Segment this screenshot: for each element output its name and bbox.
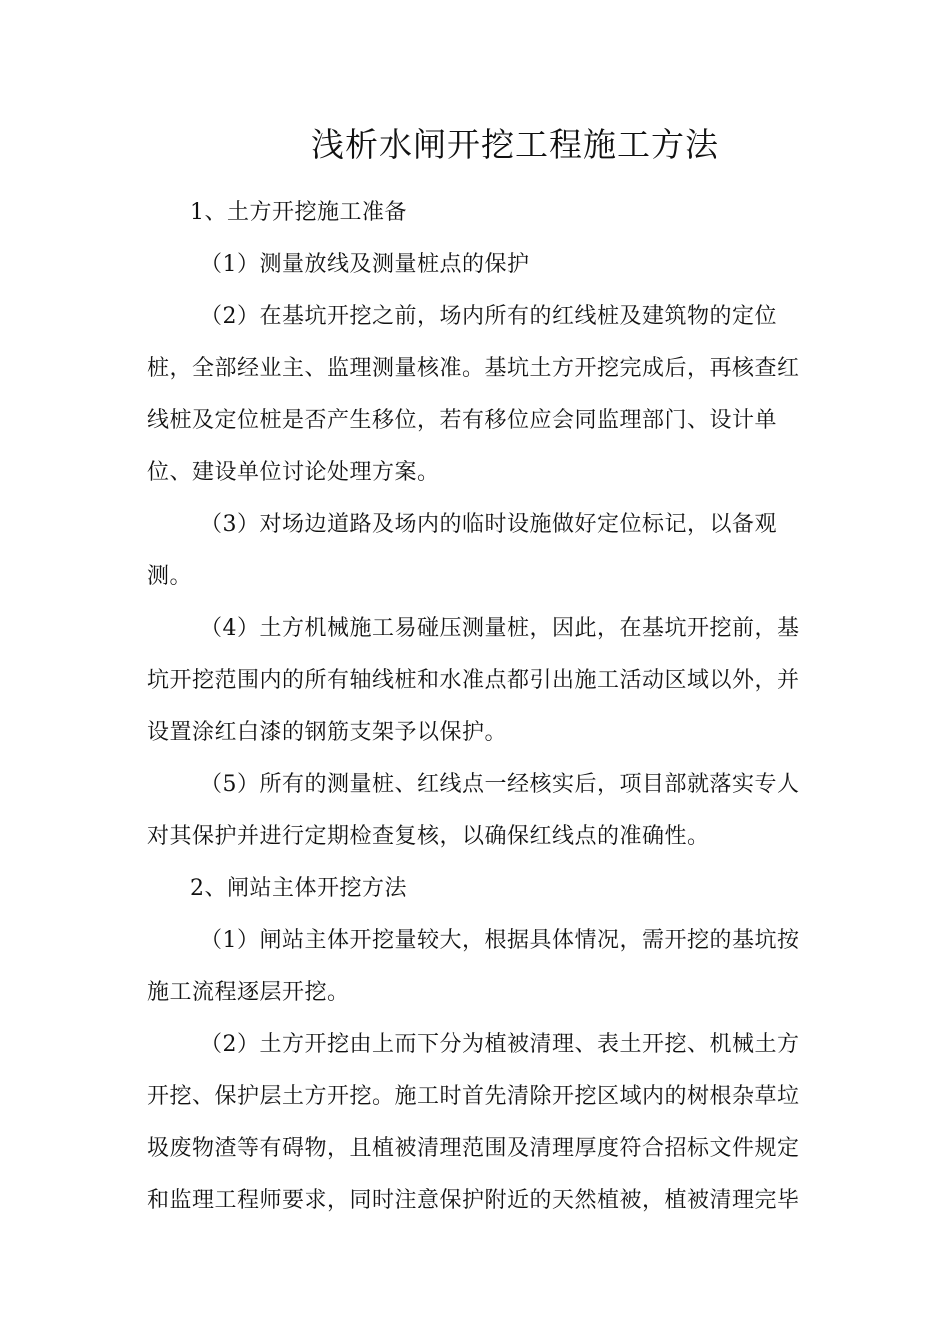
paragraph-line: 开挖、保护层土方开挖。施工时首先清除开挖区域内的树根杂草垃 bbox=[147, 1084, 800, 1109]
paragraph-line: 桩，全部经业主、监理测量核准。基坑土方开挖完成后，再核查红 bbox=[147, 356, 800, 381]
paragraph-line: 位、建设单位讨论处理方案。 bbox=[147, 460, 440, 485]
section-heading-2: 2、闸站主体开挖方法 bbox=[190, 876, 407, 901]
paragraph-line: （1）闸站主体开挖量较大，根据具体情况，需开挖的基坑按 bbox=[200, 928, 800, 953]
paragraph-line: （2）土方开挖由上而下分为植被清理、表土开挖、机械土方 bbox=[200, 1032, 800, 1057]
paragraph-line: 和监理工程师要求，同时注意保护附近的天然植被，植被清理完毕 bbox=[147, 1188, 800, 1213]
paragraph-line: （4）土方机械施工易碰压测量桩，因此，在基坑开挖前，基 bbox=[200, 616, 800, 641]
paragraph-line: 测。 bbox=[147, 564, 193, 589]
document-title: 浅析水闸开挖工程施工方法 bbox=[311, 125, 719, 164]
paragraph-line: 对其保护并进行定期检查复核，以确保红线点的准确性。 bbox=[147, 824, 710, 849]
paragraph-line: 线桩及定位桩是否产生移位，若有移位应会同监理部门、设计单 bbox=[147, 408, 778, 433]
paragraph-line: 坑开挖范围内的所有轴线桩和水准点都引出施工活动区域以外，并 bbox=[147, 668, 800, 693]
section-heading-1: 1、土方开挖施工准备 bbox=[190, 200, 407, 225]
paragraph-line: （2）在基坑开挖之前，场内所有的红线桩及建筑物的定位 bbox=[200, 304, 777, 329]
paragraph-line: 施工流程逐层开挖。 bbox=[147, 980, 350, 1005]
paragraph-line: （1）测量放线及测量桩点的保护 bbox=[200, 252, 530, 277]
paragraph-line: 设置涂红白漆的钢筋支架予以保护。 bbox=[147, 720, 508, 745]
paragraph-line: 圾废物渣等有碍物，且植被清理范围及清理厚度符合招标文件规定 bbox=[147, 1136, 800, 1161]
paragraph-line: （3）对场边道路及场内的临时设施做好定位标记，以备观 bbox=[200, 512, 777, 537]
paragraph-line: （5）所有的测量桩、红线点一经核实后，项目部就落实专人 bbox=[200, 772, 800, 797]
